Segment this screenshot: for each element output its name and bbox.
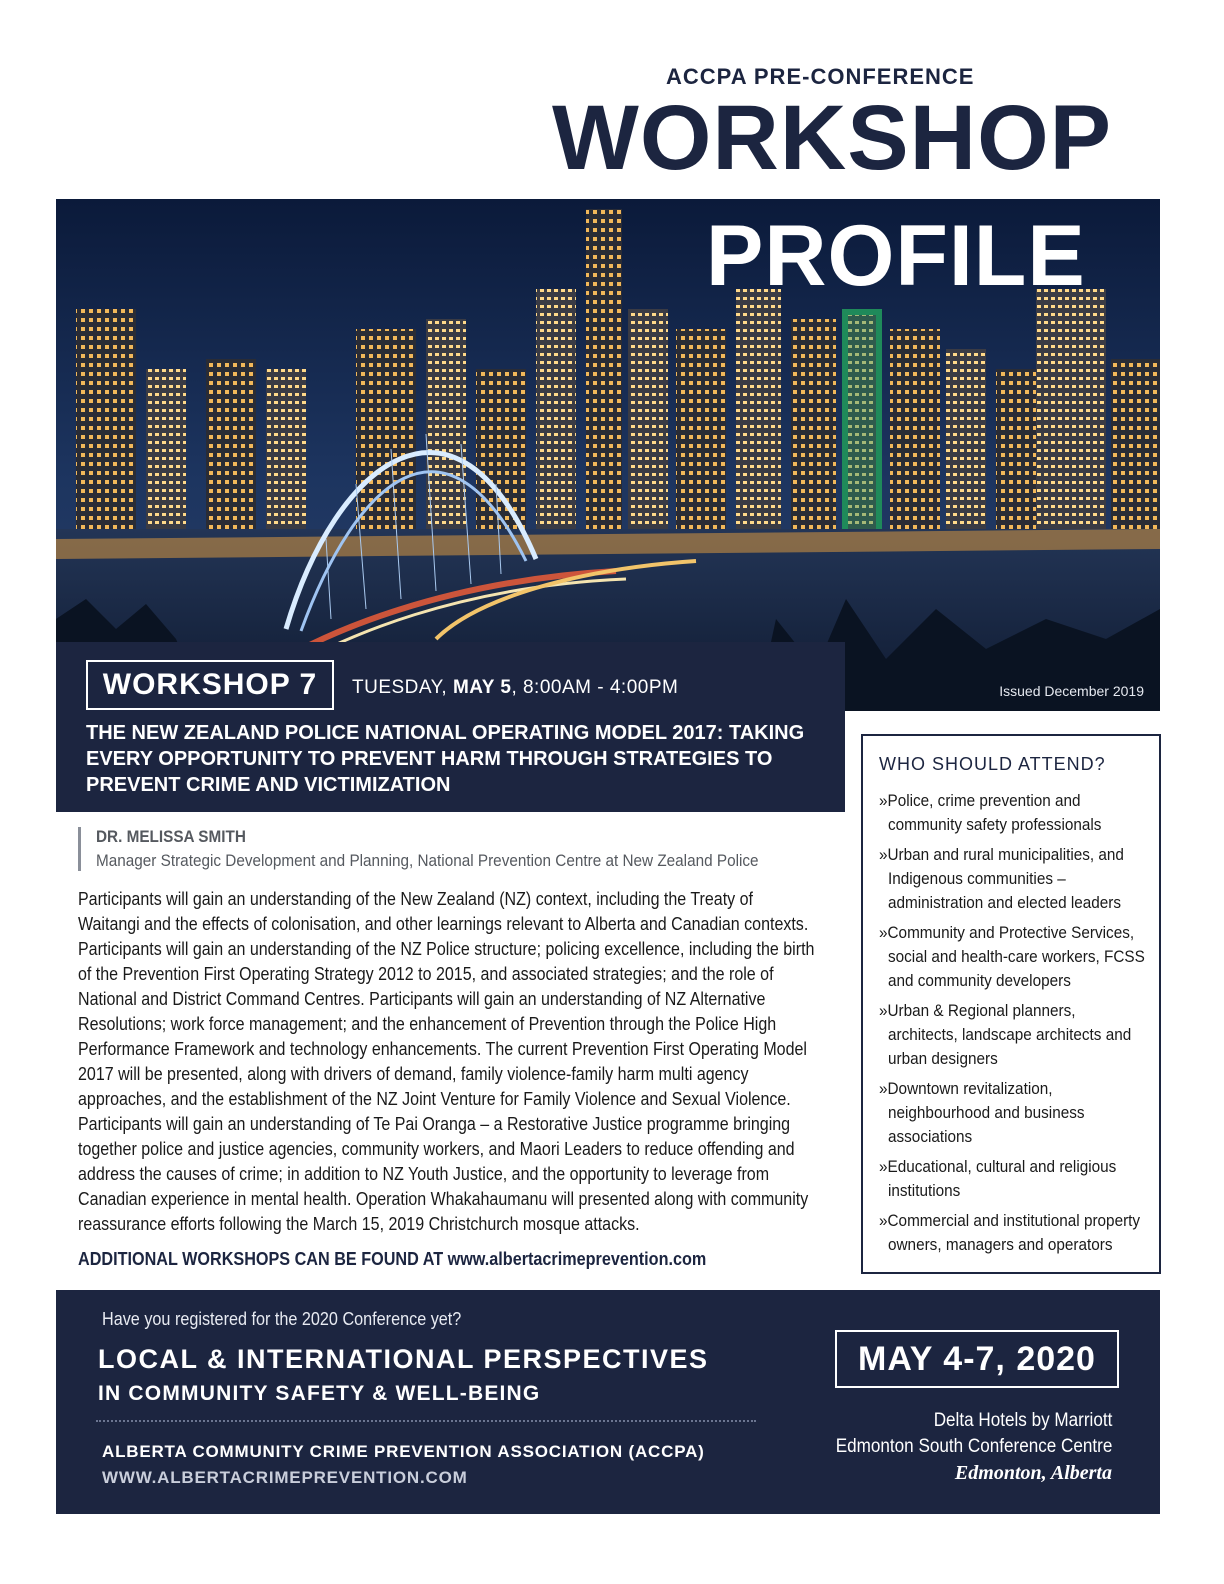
venue-city: Edmonton, Alberta [954,1462,1112,1484]
workshop-time: , 8:00AM - 4:00PM [511,677,679,698]
attend-heading: WHO SHOULD ATTEND? [879,754,1106,774]
workshop-description: Participants will gain an understanding of the New Zealand (NZ) context, including the Treaty of Waitangi and the effects of colonisation, and other learnings relevant to Alberta and Canadian contexts. Participants will gain an understanding of the NZ Police structure; policing excellence, including the birth of the Prevention First Operating Strategy 2012 to 2015, and associated strategies; and the role of National and District Command Centres. Participants will gain an understanding of NZ Alternative Resolutions; work force management; and the enhancement of Prevention through the Police High Performance Framework and technology enhancements. The current Prevention First Operating Model 2017 will be presented, along with drivers of demand, family violence-family harm multi agency approaches, and the establishment of the NZ Joint Venture for Family Violence and Sexual Violence. Participants will gain an understanding of Te Pai Oranga – a Restorative Justice programme bringing together police and justice agencies, community workers, and Maori Leaders to reduce offending and address the causes of crime; in addition to NZ Youth Justice, and the opportunity to leverage from Canadian experience in mental health. Operation Whakahaumanu will presented along with community reassurance efforts following the March 15, 2019 Christchurch mosque attacks. [78,889,815,1234]
hero-image [56,199,1160,711]
page-title-workshop: WORKSHOP [552,87,1112,189]
list-item: »Community and Protective Services, social and health-care workers, FCSS and community developers [879,923,1145,990]
venue [835,1408,1112,1460]
conference-footer [56,1290,1160,1514]
workshop-datetime [352,677,678,699]
speaker-name: DR. MELISSA SMITH [96,827,246,846]
conference-dates: MAY 4-7, 2020 [835,1330,1119,1388]
list-item: »Urban and rural municipalities, and Indigenous communities – administration and elected leaders [879,845,1124,912]
workshop-date: MAY 5 [452,677,512,698]
organization-name: ALBERTA COMMUNITY CRIME PREVENTION ASSOCIATION (ACCPA) [102,1442,705,1461]
attend-list [879,789,1145,1257]
venue-line-1: Delta Hotels by Marriott [933,1410,1112,1431]
workshop-title-box [56,642,845,812]
list-item: »Downtown revitalization, neighbourhood and business associations [879,1079,1085,1146]
organization-website[interactable]: WWW.ALBERTACRIMEPREVENTION.COM [102,1468,468,1487]
registration-question: Have you registered for the 2020 Conference yet? [102,1309,462,1329]
pre-conference-label: ACCPA PRE-CONFERENCE [666,64,975,89]
issued-date: Issued December 2019 [999,683,1144,699]
conference-headline: LOCAL & INTERNATIONAL PERSPECTIVES [98,1344,709,1374]
page-title-profile: PROFILE [706,208,1086,304]
list-item: »Urban & Regional planners, architects, landscape architects and urban designers [879,1001,1132,1068]
list-item: »Commercial and institutional property owners, managers and operators [879,1211,1141,1254]
workshop-title: THE NEW ZEALAND POLICE NATIONAL OPERATING MODEL 2017: TAKING EVERY OPPORTUNITY TO PREVENT HARM THROUGH STRATEGIES TO PREVENT CRIME AND VICTIMIZATION [86,722,805,796]
workshop-number: WORKSHOP 7 [86,660,334,710]
speaker-role: Manager Strategic Development and Planning, National Prevention Centre at New Zealand Police [96,851,759,870]
list-item: »Police, crime prevention and community safety professionals [879,791,1102,834]
dotted-divider [96,1420,756,1422]
venue-line-2: Edmonton South Conference Centre [835,1436,1112,1457]
who-should-attend-box [861,734,1161,1274]
additional-workshops-link[interactable]: ADDITIONAL WORKSHOPS CAN BE FOUND AT www.albertacrimeprevention.com [78,1249,707,1269]
conference-subheadline: IN COMMUNITY SAFETY & WELL-BEING [98,1382,541,1405]
speaker-block [78,827,832,871]
list-item: »Educational, cultural and religious institutions [879,1157,1117,1200]
workshop-day: TUESDAY, [352,677,448,698]
